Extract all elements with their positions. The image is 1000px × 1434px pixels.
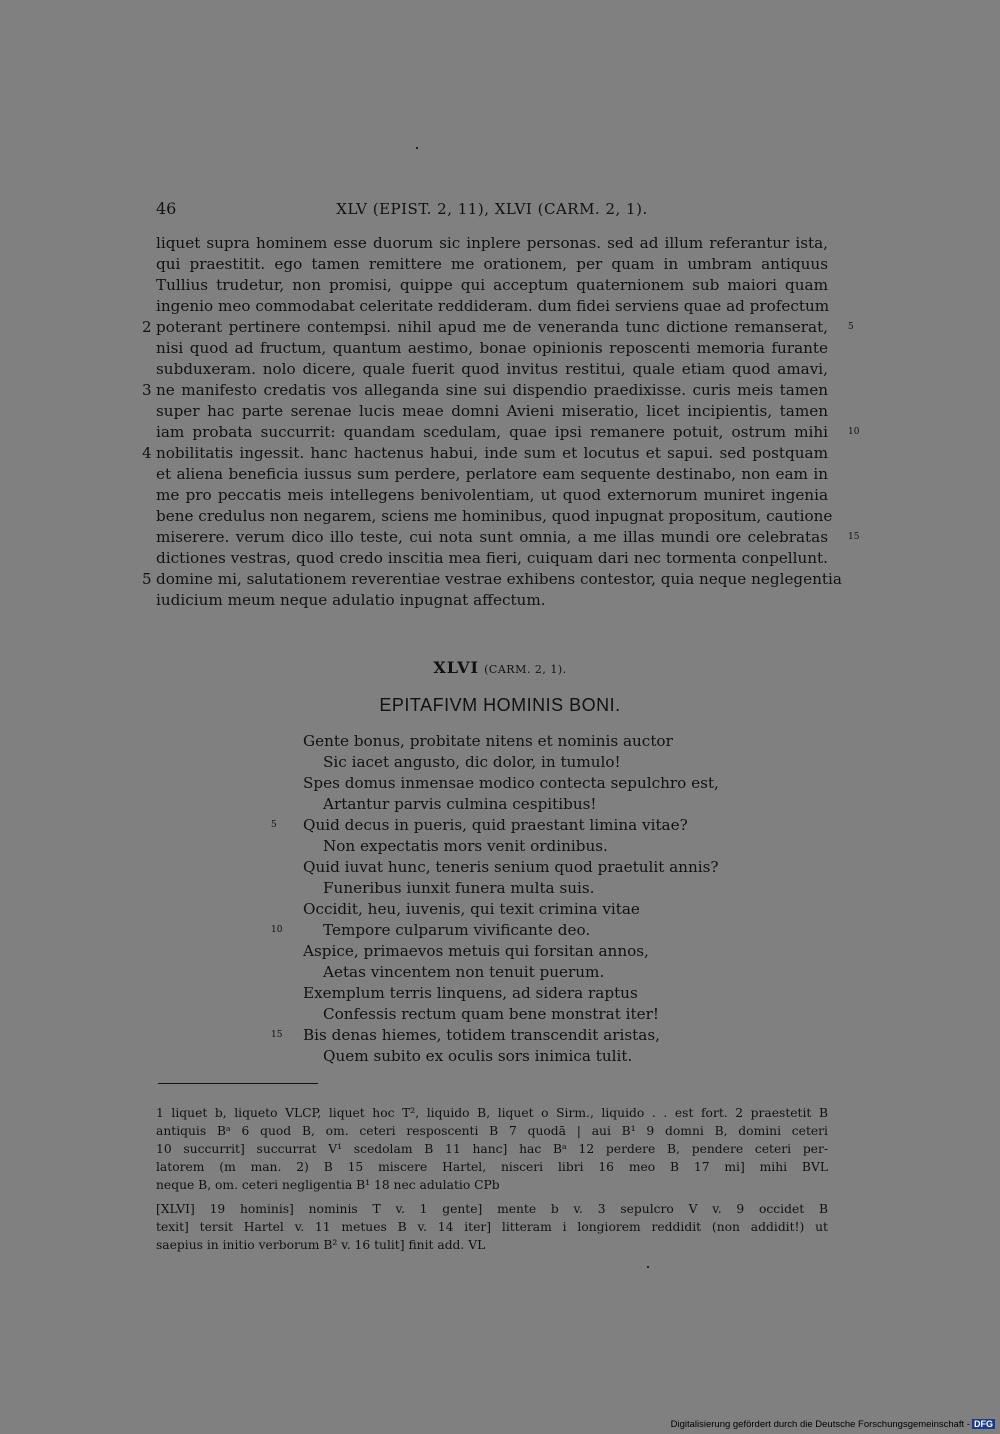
footnote-line: saepius in initio verborum B² v. 16 tulit] finit add. VL — [156, 1238, 486, 1252]
verse-number: 5 — [271, 820, 277, 830]
prose-line-text: ne manifesto credatis vos alleganda sine sui dispendio praedixisse. curis meis tamen — [156, 381, 828, 399]
section-number: XLVI — [433, 658, 480, 677]
verse-line — [303, 1046, 803, 1067]
verse-line — [271, 815, 803, 836]
section-heading — [0, 658, 1000, 677]
prose-line — [142, 317, 854, 338]
verse-line — [303, 941, 803, 962]
footnote-line: neque B, om. ceteri negligentia B¹ 18 nec adulatio CPb — [156, 1178, 500, 1192]
footnote-line: 1 liquet b, liqueto VLCP, liquet hoc T², liquido B, liquet o Sirm., liquido . . est fort. 2 praestetit B — [156, 1106, 828, 1120]
verse-text: Bis denas hiemes, totidem transcendit aristas, — [303, 1026, 660, 1044]
prose-line-text: super hac parte serenae lucis meae domni Avieni miseratio, licet incipientis, tamen — [156, 402, 828, 420]
dfg-logo: DFG — [974, 1419, 993, 1429]
prose-line-text: iudicium meum neque adulatio inpugnat affectum. — [156, 591, 546, 609]
prose-line — [142, 443, 828, 464]
footer — [671, 1419, 995, 1430]
prose-line-text: iam probata succurrit: quandam scedulam, quae ipsi remanere potuit, ostrum mihi — [156, 423, 828, 441]
prose-line — [156, 422, 860, 443]
footnote-line: [XLVI] 19 hominis] nominis T v. 1 gente] mente b v. 3 sepulcro V v. 9 occidet B — [156, 1202, 828, 1216]
verse-text: Confessis rectum quam bene monstrat iter! — [323, 1005, 659, 1023]
verse-line — [303, 983, 803, 1004]
verse-line — [303, 836, 803, 857]
prose-line — [156, 401, 828, 422]
verse-text: Quem subito ex oculis sors inimica tulit. — [323, 1047, 633, 1065]
prose-line — [142, 569, 842, 590]
prose-line — [156, 485, 828, 506]
verse-text: Exemplum terris linquens, ad sidera raptus — [303, 984, 638, 1002]
prose-line — [156, 590, 828, 611]
line-number: 10 — [848, 427, 860, 437]
paragraph-number: 3 — [142, 381, 152, 399]
verse-line — [303, 899, 803, 920]
verse-text: Tempore culparum vivificante deo. — [323, 921, 591, 939]
poem-title: EPITAFIVM HOMINIS BONI. — [379, 695, 621, 715]
paragraph-number: 2 — [142, 318, 152, 336]
page-number: 46 — [156, 199, 177, 218]
prose-line-text: poterant pertinere contempsi. nihil apud me de veneranda tunc dictione remanserat, — [156, 318, 828, 336]
verse-number: 15 — [271, 1030, 283, 1040]
verse-text: Gente bonus, probitate nitens et nominis auctor — [303, 732, 673, 750]
verse-line — [303, 752, 803, 773]
verse-text: Non expectatis mors venit ordinibus. — [323, 837, 608, 855]
verse-line — [303, 878, 803, 899]
verse-text: Quid decus in pueris, quid praestant limina vitae? — [303, 816, 688, 834]
running-title: XLV (EPIST. 2, 11), XLVI (CARM. 2, 1). — [336, 200, 648, 218]
verse-text: Funeribus iunxit funera multa suis. — [323, 879, 595, 897]
verse-text: Spes domus inmensae modico contecta sepulchro est, — [303, 774, 719, 792]
footnotes — [156, 1104, 828, 1254]
verse-line — [303, 1004, 803, 1025]
paragraph-number: 4 — [142, 444, 152, 462]
speck — [647, 1266, 649, 1268]
verse-text: Occidit, heu, iuvenis, qui texit crimina vitae — [303, 900, 640, 918]
paragraph-number: 5 — [142, 570, 152, 588]
prose-line — [156, 233, 828, 254]
prose-line-text: dictiones vestras, quod credo inscitia mea fieri, cuiquam dari nec tormenta conpellunt. — [156, 549, 828, 567]
prose-line — [156, 359, 828, 380]
prose-line-text: me pro peccatis meis intellegens benivolentiam, ut quod externorum muniret ingenia — [156, 486, 828, 504]
prose-line-text: bene credulus non negarem, sciens me hominibus, quod inpugnat propositum, cautione — [156, 507, 833, 525]
verse-line — [303, 857, 803, 878]
speck — [416, 147, 418, 149]
verse-line — [271, 920, 803, 941]
prose-line-text: domine mi, salutationem reverentiae vestrae exhibens contestor, quia neque neglegentia — [156, 570, 842, 588]
verse-number: 10 — [271, 925, 283, 935]
verse-text: Sic iacet angusto, dic dolor, in tumulo! — [323, 753, 621, 771]
prose-line — [156, 254, 828, 275]
section-ref: (CARM. 2, 1). — [484, 663, 567, 676]
verse-line — [303, 962, 803, 983]
verse-line — [303, 773, 803, 794]
prose-line — [156, 296, 828, 317]
prose-line — [156, 275, 828, 296]
verse-text: Quid iuvat hunc, teneris senium quod praetulit annis? — [303, 858, 719, 876]
prose-line — [156, 548, 828, 569]
prose-line-text: et aliena beneficia iussus sum perdere, perlatore eam sequente destinabo, non eam in — [156, 465, 828, 483]
prose-line-text: liquet supra hominem esse duorum sic inplere personas. sed ad illum referantur ista, — [156, 234, 828, 252]
prose-line — [156, 506, 833, 527]
prose-line-text: nobilitatis ingessit. hanc hactenus habui, inde sum et locutus et sapui. sed postquam — [156, 444, 828, 462]
line-number: 5 — [848, 322, 854, 332]
prose-line-text: subduxeram. nolo dicere, quale fuerit quod invitus restitui, quale etiam quod amavi, — [156, 360, 828, 378]
page-header — [156, 199, 828, 221]
prose-line — [156, 527, 860, 548]
verse-line — [271, 1025, 803, 1046]
verse-line — [303, 794, 803, 815]
footnote-line: antiquis Bᵃ 6 quod B, om. ceteri resposcenti B 7 quodā | aui B¹ 9 domni B, domini ceteri — [156, 1124, 828, 1138]
prose-line — [156, 338, 828, 359]
poem — [271, 731, 803, 1067]
prose-line — [142, 380, 828, 401]
footnote-rule — [158, 1083, 318, 1084]
prose-line-text: nisi quod ad fructum, quantum aestimo, bonae opinionis reposcenti memoria furante — [156, 339, 828, 357]
prose-line-text: qui praestitit. ego tamen remittere me orationem, per quam in umbram antiquus — [156, 255, 828, 273]
prose-line-text: miserere. verum dico illo teste, cui nota sunt omnia, a me illas mundi ore celebratas — [156, 528, 828, 546]
verse-text: Aspice, primaevos metuis qui forsitan annos, — [303, 942, 649, 960]
verse-line — [303, 731, 803, 752]
prose-line-text: ingenio meo commodabat celeritate reddideram. dum fidei serviens quae ad profectum — [156, 297, 830, 315]
line-number: 15 — [848, 532, 860, 542]
prose-line — [156, 464, 828, 485]
verse-text: Artantur parvis culmina cespitibus! — [323, 795, 597, 813]
verse-text: Aetas vincentem non tenuit puerum. — [323, 963, 605, 981]
footnote-line: latorem (m man. 2) B 15 miscere Hartel, nisceri libri 16 meo B 17 mi] mihi BVL — [156, 1160, 828, 1174]
prose-line-text: Tullius trudetur, non promisi, quippe qui acceptum quaternionem sub maiori quam — [156, 276, 828, 294]
footnote-line: 10 succurrit] succurrat V¹ scedolam B 11 hanc] hac Bᵃ 12 perdere B, pendere ceteri per- — [156, 1142, 828, 1156]
footer-text: Digitalisierung gefördert durch die Deutsche Forschungsgemeinschaft - — [670, 1419, 970, 1430]
footnote-line: texit] tersit Hartel v. 11 metues B v. 14 iter] litteram i longiorem reddidit (non addidit!) ut — [156, 1220, 828, 1234]
prose-text — [142, 233, 860, 611]
